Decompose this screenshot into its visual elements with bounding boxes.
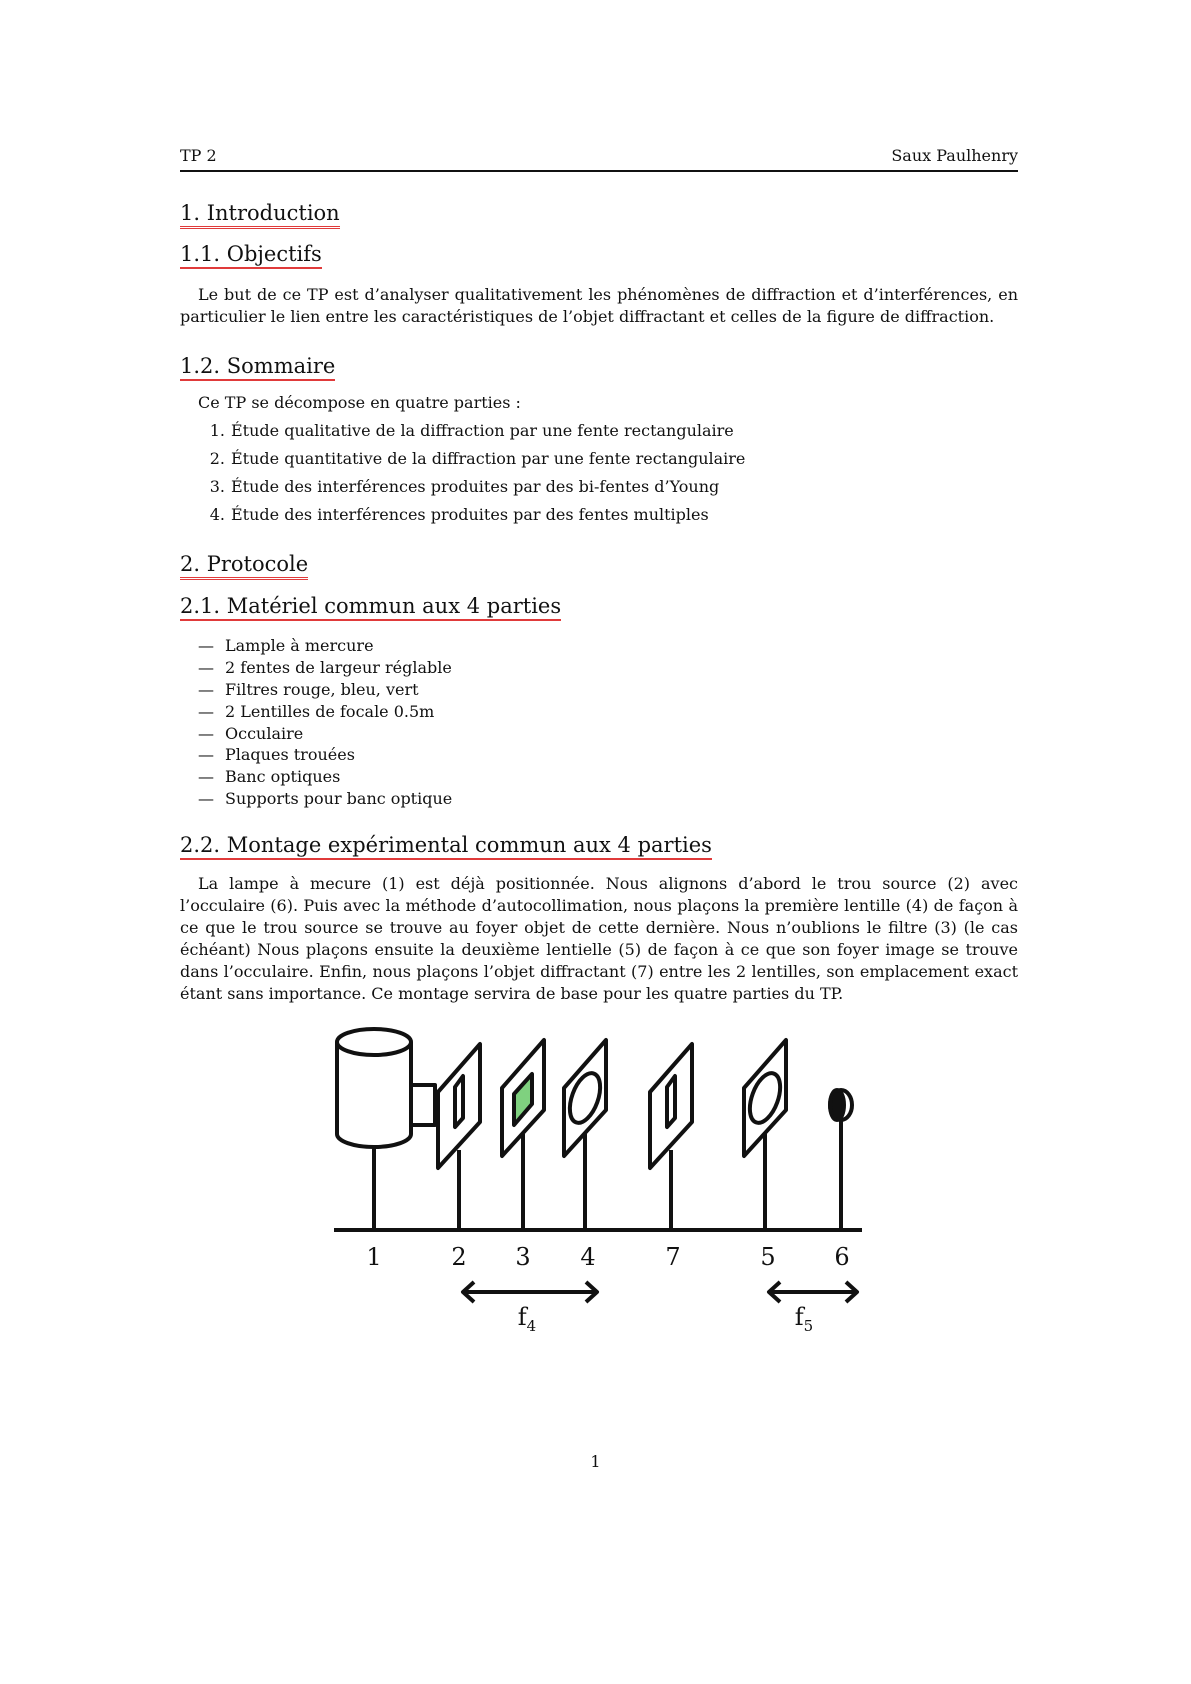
- sommaire-intro: Ce TP se décompose en quatre parties :: [198, 393, 521, 412]
- label-5: 5: [760, 1243, 776, 1271]
- optical-bench-figure: [310, 1010, 870, 1335]
- list-item: — 2 Lentilles de focale 0.5m: [198, 701, 435, 721]
- list-item: — Lample à mercure: [198, 636, 374, 655]
- eyepiece-icon: [830, 1090, 852, 1230]
- source-slit-icon: [438, 1044, 480, 1230]
- filter-icon: [502, 1040, 544, 1230]
- materiel-list: [198, 635, 452, 810]
- header-right: Saux Paulhenry: [891, 146, 1018, 165]
- label-7: 7: [665, 1243, 681, 1271]
- section-introduction-heading: 1. Introduction: [180, 200, 340, 226]
- list-item: 1. Étude qualitative de la diffraction par une fente rectangulaire: [209, 421, 734, 440]
- list-item: — Occulaire: [198, 723, 304, 743]
- f4-label: $f_4$: [517, 1303, 537, 1335]
- mercury-lamp-icon: [337, 1029, 435, 1230]
- f5-arrow: [769, 1282, 857, 1302]
- f4-arrow: [463, 1282, 597, 1302]
- list-item: — Filtres rouge, bleu, vert: [198, 679, 419, 699]
- header-left: TP 2: [180, 146, 217, 165]
- label-6: 6: [834, 1243, 850, 1271]
- subsection-objectifs-heading: 1.1. Objectifs: [180, 241, 322, 267]
- list-item: 2. Étude quantitative de la diffraction par une fente rectangulaire: [209, 449, 746, 468]
- label-1: 1: [366, 1243, 382, 1271]
- list-item: 3. Étude des interférences produites par des bi-fentes d’Young: [209, 477, 720, 496]
- section-protocole-heading: 2. Protocole: [180, 551, 308, 577]
- montage-paragraph: La lampe à mecure (1) est déjà positionnée. Nous alignons d’abord le trou source (2) avec l’occulaire (6). Puis avec la méthode d’autocollimation, nous plaçons la première lentille (4) de façon à ce que le trou source se trouve au foyer objet de cette dernière. Nous n’oublions le filtre (3) (le cas échéant) Nous plaçons ensuite la deuxième lentielle (5) de façon à ce que son foyer image se trouve dans l’occulaire. Enfin, nous plaçons l’objet diffractant (7) entre les 2 lentilles, son emplacement exact étant sans importance. Ce montage servira de base pour les quatre parties du TP.: [180, 874, 1018, 1003]
- lens-4-icon: [564, 1040, 606, 1230]
- list-item: — Plaques trouées: [198, 745, 355, 765]
- label-3: 3: [515, 1243, 531, 1271]
- running-header: [180, 146, 1018, 172]
- subsection-sommaire-heading: 1.2. Sommaire: [180, 353, 335, 379]
- page-number: 1: [590, 1452, 601, 1471]
- list-item: — 2 fentes de largeur réglable: [198, 657, 452, 677]
- lens-5-icon: [744, 1040, 786, 1230]
- subsection-materiel-heading: 2.1. Matériel commun aux 4 parties: [180, 593, 561, 619]
- subsection-montage-heading: 2.2. Montage expérimental commun aux 4 parties: [180, 832, 712, 858]
- label-2: 2: [451, 1243, 467, 1271]
- diffracting-object-icon: [650, 1044, 692, 1230]
- list-item: — Supports pour banc optique: [198, 789, 453, 809]
- list-item: — Banc optiques: [198, 767, 341, 787]
- list-item: 4. Étude des interférences produites par des fentes multiples: [209, 505, 709, 524]
- label-4: 4: [580, 1243, 596, 1271]
- sommaire-list: [180, 420, 745, 532]
- f5-label: $f_5$: [794, 1303, 814, 1335]
- objectifs-paragraph: Le but de ce TP est d’analyser qualitativement les phénomènes de diffraction et d’interférences, en particulier le lien entre les caractéristiques de l’objet diffractant et celles de la figure de diffraction.: [180, 285, 1018, 326]
